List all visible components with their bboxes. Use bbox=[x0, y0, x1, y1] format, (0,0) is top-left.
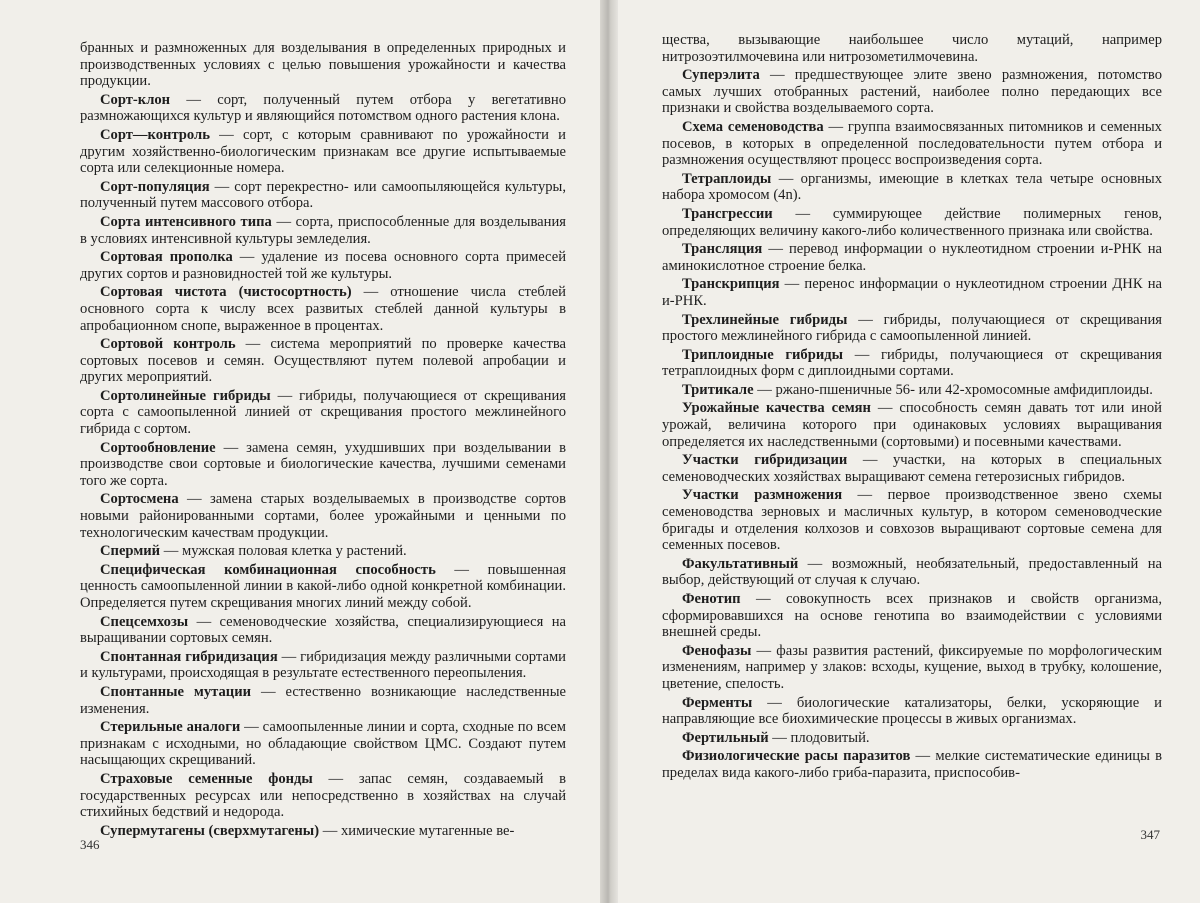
entry-term: Сорта интенсивного типа bbox=[100, 213, 272, 230]
entry-definition: — гибриды, получающиеся от скрещивания тетраплоидных форм с диплоидными сортами. bbox=[662, 346, 1163, 380]
dictionary-entry bbox=[662, 382, 1162, 399]
entry-term: Физиологические расы паразитов bbox=[682, 748, 911, 765]
entry-term: Триплоидные гибриды bbox=[682, 346, 844, 363]
entry-definition: — ржано-пшеничные 56- или 42-хромосомные амфидиплоиды. bbox=[753, 381, 1153, 398]
dictionary-entry bbox=[662, 643, 1162, 693]
entry-definition: — возможный, необязательный, предоставленный на выбор, действующий от случая к случаю. bbox=[662, 555, 1162, 589]
dictionary-entry bbox=[80, 649, 566, 682]
entry-definition: — самоопыленные линии и сорта, сходные по всем признакам с исходными, но обладающие свойством ЦМС. Создают путем насыщающих скрещиваний. bbox=[80, 719, 566, 769]
entry-term: Участки размножения bbox=[682, 487, 843, 504]
entry-term: Сортообновление bbox=[100, 439, 216, 456]
entry-definition: — первое производственное звено схемы семеноводства зерновых и масличных культур, в котором семеноводческие бригады и отделения колхозов и совхозов выращивают сортовые семена для семенных посевов. bbox=[662, 487, 1162, 554]
dictionary-entry bbox=[662, 276, 1162, 309]
dictionary-entry bbox=[80, 127, 566, 177]
entry-definition: — биологические катализаторы, белки, ускоряющие и направляющие все биохимические процессы в живых организмах. bbox=[662, 694, 1162, 728]
entry-definition: — участки, на которых в специальных семеноводческих хозяйствах выращивают семена гетерозисных гибридов. bbox=[662, 452, 1162, 485]
entry-term: Сорт-популяция bbox=[100, 178, 210, 195]
entry-definition: — плодовитый. bbox=[768, 729, 870, 746]
entry-term: Трансляция bbox=[682, 241, 763, 258]
entry-definition: — замена старых возделываемых в производстве сортов новыми районированными сортами, более урожайными и ценными по технологическим качествам продукции. bbox=[80, 491, 566, 541]
entry-definition: — группа взаимосвязанных питомников и семенных посевов, в которых в определенной последовательности путем отбора и размножения осуществляют процесс воспроизведения сорта. bbox=[662, 118, 1162, 169]
entry-term: Спонтанные мутации bbox=[100, 683, 252, 700]
entry-definition: — предшествующее элите звено размножения, потомство самых лучших отобранных растений, наиболее полно передающих все признаки и свойства возделываемого сорта. bbox=[662, 67, 1162, 117]
entry-term: Сорт—контроль bbox=[100, 126, 210, 143]
entry-definition: — сорта, приспособленные для возделывания в условиях интенсивной культуры земледелия. bbox=[80, 213, 566, 247]
right-page-text bbox=[662, 32, 1162, 782]
entry-definition: — суммирующее действие полимерных генов, определяющих величину какого-либо количественного признака или свойства. bbox=[662, 205, 1162, 239]
entry-term: Сортовая прополка bbox=[100, 249, 233, 266]
right-page-number: 347 bbox=[1140, 827, 1160, 842]
entry-term: Трансгрессии bbox=[682, 205, 773, 222]
dictionary-entry bbox=[662, 452, 1162, 485]
book-gutter bbox=[600, 0, 618, 903]
entry-term: Транскрипция bbox=[682, 276, 780, 293]
entry-term: Урожайные качества семян bbox=[682, 400, 871, 417]
entry-definition: — сорт перекрестно- или самоопыляющейся культуры, полученный путем массового отбора. bbox=[80, 178, 566, 212]
entry-term: Трехлинейные гибриды bbox=[682, 311, 848, 328]
dictionary-entry bbox=[80, 40, 566, 90]
dictionary-entry bbox=[80, 440, 566, 490]
entry-definition: — перевод информации о нуклеотидном строении и-РНК на аминокислотное строение белка. bbox=[662, 241, 1162, 274]
entry-definition: — замена семян, ухудшивших при возделывании в производстве свои сортовые и биологические качества, лучшими семенами того же сорта. bbox=[80, 439, 566, 489]
entry-definition: — естественно возникающие наследственные изменения. bbox=[80, 683, 566, 717]
entry-term: Сортовая чистота (чистосортность) bbox=[100, 284, 352, 301]
dictionary-entry bbox=[80, 684, 566, 717]
entry-definition: — семеноводческие хозяйства, специализирующиеся на выращивании сортовых семян. bbox=[80, 613, 566, 647]
dictionary-entry bbox=[662, 206, 1162, 239]
entry-definition: — мелкие систематические единицы в пределах вида какого-либо гриба-паразита, приспособив- bbox=[662, 748, 1163, 781]
dictionary-entry bbox=[80, 543, 566, 560]
right-page bbox=[604, 0, 1200, 903]
dictionary-entry bbox=[80, 284, 566, 334]
dictionary-entry bbox=[662, 556, 1162, 589]
dictionary-entry bbox=[662, 695, 1162, 728]
dictionary-entry bbox=[80, 214, 566, 247]
entry-term: Факультативный bbox=[682, 555, 799, 572]
dictionary-entry bbox=[662, 312, 1162, 345]
entry-term: Спецсемхозы bbox=[100, 613, 189, 630]
entry-term: Сортолинейные гибриды bbox=[100, 387, 271, 404]
entry-term: Ферменты bbox=[682, 694, 753, 711]
left-page-text bbox=[80, 40, 566, 839]
dictionary-entry bbox=[80, 336, 566, 386]
dictionary-entry bbox=[662, 591, 1162, 641]
dictionary-entry bbox=[662, 67, 1162, 117]
dictionary-entry bbox=[662, 119, 1162, 169]
dictionary-entry bbox=[662, 487, 1162, 553]
dictionary-entry bbox=[662, 32, 1162, 65]
entry-term: Фертильный bbox=[682, 729, 769, 746]
entry-definition: — организмы, имеющие в клетках тела четыре основных набора хромосом (4n). bbox=[662, 170, 1162, 204]
entry-term: Специфическая комбинационная способность bbox=[100, 561, 436, 578]
dictionary-entry bbox=[80, 179, 566, 212]
dictionary-entry bbox=[80, 823, 566, 840]
dictionary-entry bbox=[662, 171, 1162, 204]
dictionary-entry bbox=[80, 562, 566, 612]
entry-definition: — гибриды, получающиеся от скрещивания простого межлинейного гибрида с самоопыленной линией. bbox=[662, 311, 1162, 345]
entry-definition: — гибриды, получающиеся от скрещивания сорта с самоопыленной линией от скрещивания простого межлинейного гибрида с сортом. bbox=[80, 387, 566, 438]
entry-term: Тетраплоиды bbox=[682, 170, 772, 187]
entry-term: Фенофазы bbox=[682, 642, 752, 659]
entry-definition: — химические мутагенные ве- bbox=[319, 822, 515, 839]
dictionary-entry bbox=[662, 241, 1162, 274]
entry-definition: — система мероприятий по проверке качества сортовых посевов и семян. Осуществляют путем полевой апробации и других мероприятий. bbox=[80, 336, 566, 386]
entry-term: Сорт-клон bbox=[100, 91, 171, 108]
dictionary-entry bbox=[662, 730, 1162, 747]
entry-definition: — сорт, с которым сравнивают по урожайности и другим хозяйственно-биологическим признакам все другие испытываемые сорта или селекционные номера. bbox=[80, 126, 566, 177]
entry-definition: — повышенная ценность самоопыленной линии в какой-либо одной конкретной комбинации. Определяется путем скрещивания многих линий между собой. bbox=[80, 561, 566, 611]
entry-term: Участки гибридизации bbox=[682, 452, 848, 469]
entry-term: Тритикале bbox=[682, 381, 754, 398]
entry-definition: — мужская половая клетка у растений. bbox=[160, 543, 407, 560]
entry-definition: — отношение числа стеблей основного сорта к числу всех развитых стеблей данной культуры в апробационном снопе, выраженное в процентах. bbox=[80, 284, 566, 334]
entry-definition: — сорт, полученный путем отбора у вегетативно размножающихся культур и являющийся потомством одного растения клона. bbox=[80, 91, 566, 125]
entry-term: Супермутагены (сверхмутагены) bbox=[100, 822, 320, 839]
entry-definition: щества, вызывающие наибольшее число мутаций, например нитрозоэтилмочевина или нитрозометилмочевина. bbox=[662, 32, 1162, 65]
dictionary-entry bbox=[662, 347, 1162, 380]
entry-term: Спермий bbox=[100, 543, 161, 560]
entry-term: Сортовой контроль bbox=[100, 336, 236, 353]
dictionary-entry bbox=[80, 614, 566, 647]
entry-term: Схема семеноводства bbox=[682, 118, 824, 135]
dictionary-entry bbox=[80, 771, 566, 821]
entry-definition: — гибридизация между различными сортами и культурами, происходящая в результате естественного переопыления. bbox=[80, 648, 566, 682]
entry-term: Суперэлита bbox=[682, 67, 760, 84]
entry-definition: — способность семян давать тот или иной урожай, величина которого при одинаковых условиях выращивания определяется их наследственными (сортовыми) и посевными качествами. bbox=[662, 400, 1162, 450]
dictionary-entry bbox=[80, 491, 566, 541]
entry-term: Страховые семенные фонды bbox=[100, 770, 313, 787]
entry-definition: — перенос информации о нуклеотидном строении ДНК на и-РНК. bbox=[662, 276, 1162, 309]
dictionary-entry bbox=[80, 92, 566, 125]
dictionary-entry bbox=[80, 249, 566, 282]
entry-definition: бранных и размноженных для возделывания в определенных природных и производственных условиях с целью повышения урожайности и качества продукции. bbox=[80, 40, 566, 90]
entry-definition: — запас семян, создаваемый в государственных ресурсах или непосредственно в хозяйствах на случай стихийных бедствий и недорода. bbox=[80, 770, 567, 821]
entry-term: Сортосмена bbox=[100, 491, 179, 508]
entry-term: Спонтанная гибридизация bbox=[100, 648, 278, 665]
dictionary-entry bbox=[662, 400, 1162, 450]
entry-definition: — удаление из посева основного сорта примесей других сортов и разновидностей той же культуры. bbox=[80, 249, 567, 282]
entry-definition: — фазы развития растений, фиксируемые по морфологическим изменениям, например у злаков: всходы, кущение, выход в трубку, колошение, цветение, спелость. bbox=[662, 642, 1162, 692]
dictionary-entry bbox=[662, 748, 1162, 781]
dictionary-entry bbox=[80, 388, 566, 438]
entry-term: Фенотип bbox=[682, 591, 741, 607]
entry-definition: — совокупность всех признаков и свойств организма, сформировавшихся на основе генотипа во взаимодействии с условиями внешней среды. bbox=[662, 591, 1162, 641]
entry-term: Стерильные аналоги bbox=[100, 719, 241, 736]
dictionary-entry bbox=[80, 719, 566, 769]
left-page-number: 346 bbox=[80, 837, 100, 852]
